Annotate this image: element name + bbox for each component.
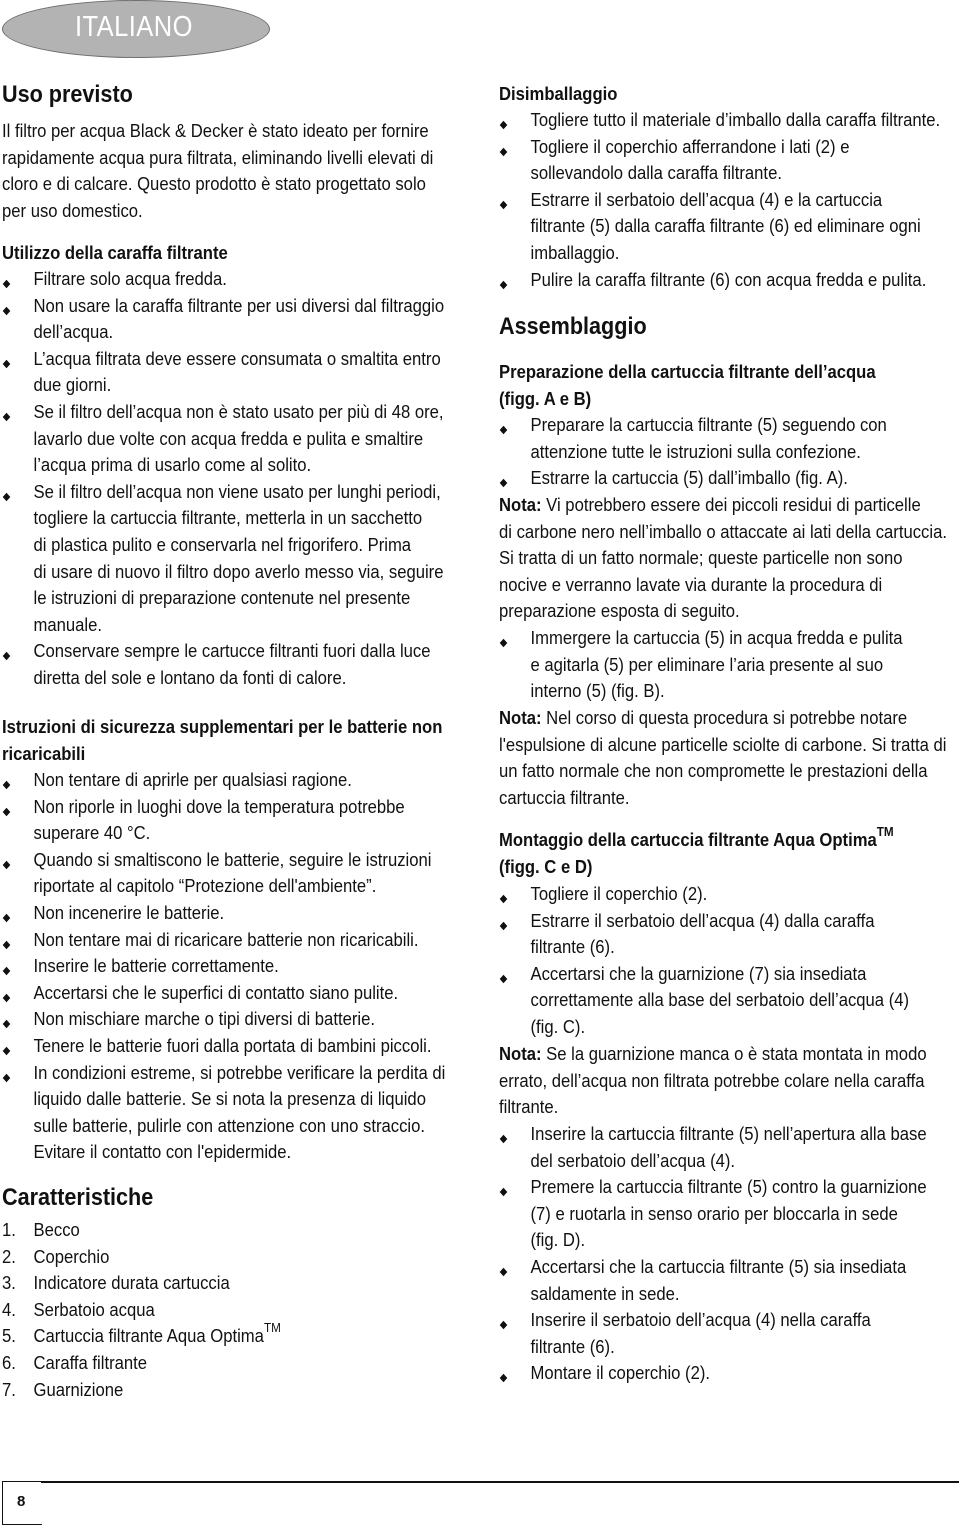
montaggio-list-2 xyxy=(499,1121,927,1387)
text-line: rapidamente acqua pura filtrata, eliminando livelli elevati di xyxy=(2,146,434,168)
feature-item xyxy=(2,1217,425,1244)
text-line: Togliere tutto il materiale d’imballo dalla caraffa filtrante. xyxy=(530,109,941,130)
feature-number: 4. xyxy=(2,1298,16,1320)
bullet-diamond-icon xyxy=(500,895,508,903)
feature-item xyxy=(2,1377,425,1404)
subtitle-disimballaggio: Disimballaggio xyxy=(499,83,618,104)
bullet-diamond-icon xyxy=(3,1020,11,1028)
text-line: nocive e verranno lavate via durante la procedura di xyxy=(499,573,883,595)
text-line: Tenere le batterie fuori dalla portata di bambini piccoli. xyxy=(33,1034,432,1056)
list-item xyxy=(499,1307,913,1360)
text-line: Inserire il serbatoio dell’acqua (4) nella caraffa xyxy=(530,1309,871,1331)
text-line: dell’acqua. xyxy=(33,321,114,343)
montaggio-list xyxy=(499,881,913,1041)
bullet-diamond-icon xyxy=(3,413,11,421)
text-line: lavarlo due volte con acqua fredda e pulita e smaltire xyxy=(33,427,424,449)
text-line: Nota: Vi potrebbero essere dei piccoli residui di particelle xyxy=(499,494,921,515)
nota-label: Nota: xyxy=(499,494,542,515)
text-line: (fig. C). xyxy=(530,1015,586,1037)
subtitle-montaggio xyxy=(499,823,913,880)
text-line: errato, dell’acqua non filtrata potrebbe colare nella caraffa xyxy=(499,1069,925,1091)
feature-item xyxy=(2,1350,425,1377)
bullet-diamond-icon xyxy=(500,201,508,209)
text-line: Inserire le batterie correttamente. xyxy=(33,955,279,977)
list-item xyxy=(499,1360,913,1387)
text-line: Il filtro per acqua Black & Decker è stato ideato per fornire xyxy=(2,120,429,141)
bullet-diamond-icon xyxy=(500,1374,508,1382)
nota-1 xyxy=(499,492,947,625)
text-line: sulle batterie, pulirle con attenzione con uno straccio. xyxy=(33,1114,426,1136)
text-line: In condizioni estreme, si potrebbe verificare la perdita di xyxy=(33,1061,446,1083)
feature-number: 2. xyxy=(2,1245,16,1267)
text-line: Accertarsi che la cartuccia filtrante (5) sia insediata xyxy=(530,1255,907,1277)
text-line: Non tentare mai di ricaricare batterie non ricaricabili. xyxy=(33,928,419,950)
bullet-diamond-icon xyxy=(3,807,11,815)
list-item xyxy=(2,980,425,1007)
list-item xyxy=(499,1174,927,1254)
feature-item xyxy=(2,1297,425,1324)
language-label: ITALIANO xyxy=(75,11,193,43)
text-line: Quando si smaltiscono le batterie, seguire le istruzioni xyxy=(33,848,432,870)
list-item xyxy=(2,479,444,639)
list-item xyxy=(2,346,441,399)
list-item xyxy=(2,1033,432,1060)
text-line: Non usare la caraffa filtrante per usi diversi dal filtraggio xyxy=(33,294,445,316)
preparazione-list xyxy=(499,412,913,492)
list-item xyxy=(2,1006,425,1033)
text-line: (fig. D). xyxy=(530,1229,586,1251)
subtitle-preparazione xyxy=(499,359,913,412)
list-item xyxy=(2,794,425,847)
footer-rule xyxy=(41,1481,959,1483)
text-line: Estrarre il serbatoio dell’acqua (4) dalla caraffa xyxy=(530,909,875,931)
list-item xyxy=(2,399,444,479)
text-line: Filtrare solo acqua fredda. xyxy=(33,268,227,289)
text-line: di usare di nuovo il filtro dopo averlo messo via, seguire xyxy=(33,560,444,582)
bullet-diamond-icon xyxy=(3,1047,11,1055)
bullet-diamond-icon xyxy=(3,940,11,948)
sicurezza-list xyxy=(2,767,446,1166)
bullet-diamond-icon xyxy=(500,426,508,434)
list-item xyxy=(2,638,431,691)
text-line: Non mischiare marche o tipi diversi di batterie. xyxy=(33,1008,375,1030)
subtitle-utilizzo: Utilizzo della caraffa filtrante xyxy=(2,242,228,263)
subtitle-sicurezza xyxy=(2,714,443,767)
text-line: (figg. A e B) xyxy=(499,387,592,409)
text-line: l’acqua prima di usarlo come al solito. xyxy=(33,454,312,476)
page-number: 8 xyxy=(17,1493,26,1510)
nota-3 xyxy=(499,1041,927,1121)
text-line: Montaggio della cartuccia filtrante Aqua Optima™ xyxy=(499,823,894,850)
feature-label: Indicatore durata cartuccia xyxy=(33,1272,230,1294)
section-title-caratteristiche: Caratteristiche xyxy=(2,1184,154,1211)
text-line: filtrante (5) dalla caraffa filtrante (6) ed eliminare ogni xyxy=(530,215,921,237)
text-line: L’acqua filtrata deve essere consumata o smaltita entro xyxy=(33,347,441,369)
bullet-diamond-icon xyxy=(500,639,508,647)
text-line: (figg. C e D) xyxy=(499,855,593,877)
text-line: filtrante (6). xyxy=(530,1335,615,1357)
trademark-sup: TM xyxy=(263,1320,281,1336)
uso-paragraph xyxy=(2,118,434,224)
text-line: (7) e ruotarla in senso orario per bloccarla in sede xyxy=(530,1202,898,1224)
bullet-diamond-icon xyxy=(3,861,11,869)
text-line: Non incenerire le batterie. xyxy=(33,901,225,923)
text-line: diretta del sole e lontano da fonti di calore. xyxy=(33,666,347,688)
bullet-diamond-icon xyxy=(500,121,508,129)
list-item xyxy=(499,625,913,705)
bullet-diamond-icon xyxy=(3,994,11,1002)
bullet-diamond-icon xyxy=(500,975,508,983)
utilizzo-list xyxy=(2,266,445,692)
list-item xyxy=(2,1060,446,1166)
feature-number: 3. xyxy=(2,1272,16,1294)
text-line: cartuccia filtrante. xyxy=(499,786,630,808)
list-item xyxy=(2,767,425,794)
feature-item xyxy=(2,1320,425,1350)
text-line: Immergere la cartuccia (5) in acqua fredda e pulita xyxy=(530,627,903,648)
text-line: manuale. xyxy=(33,613,102,635)
text-line: di carbone nero nell’imballo o attaccate ai lati della cartuccia. xyxy=(499,520,947,542)
text-line: Se il filtro dell’acqua non è stato usato per più di 48 ore, xyxy=(33,400,444,422)
text-line: Estrarre il serbatoio dell’acqua (4) e la cartuccia xyxy=(530,188,883,210)
text-line: Accertarsi che le superfici di contatto siano pulite. xyxy=(33,981,399,1003)
text-line: Non riporle in luoghi dove la temperatura potrebbe xyxy=(33,795,405,817)
text-line: attenzione tutte le istruzioni sulla confezione. xyxy=(530,440,861,462)
text-line: un fatto normale che non compromette le prestazioni della xyxy=(499,760,928,782)
list-item xyxy=(499,267,927,294)
text-line: superare 40 °C. xyxy=(33,822,151,844)
text-line: correttamente alla base del serbatoio dell’acqua (4) xyxy=(530,989,910,1011)
bullet-diamond-icon xyxy=(3,280,11,288)
text-line: Premere la cartuccia filtrante (5) contro la guarnizione xyxy=(530,1176,927,1198)
feature-number: 5. xyxy=(2,1325,16,1347)
immergere-item xyxy=(499,625,913,705)
section-title-uso: Uso previsto xyxy=(2,81,133,108)
caratteristiche-list xyxy=(2,1217,425,1403)
text-line: Nota: Nel corso di questa procedura si potrebbe notare xyxy=(499,707,908,728)
feature-label: Guarnizione xyxy=(33,1378,124,1400)
nota-label: Nota: xyxy=(499,1043,542,1064)
bullet-diamond-icon xyxy=(3,652,11,660)
nota-label: Nota: xyxy=(499,707,542,728)
list-item xyxy=(499,134,913,187)
list-item xyxy=(2,847,432,900)
text-line: Preparazione della cartuccia filtrante dell’acqua xyxy=(499,361,876,382)
list-item xyxy=(499,107,941,134)
bullet-diamond-icon xyxy=(3,306,11,314)
feature-label: Becco xyxy=(33,1219,80,1240)
text-line: ricaricabili xyxy=(2,742,86,764)
text-line: Togliere il coperchio afferrandone i lati (2) e xyxy=(530,135,850,157)
list-item xyxy=(499,465,913,492)
list-item xyxy=(499,412,913,465)
text-line: Nota: Se la guarnizione manca o è stata montata in modo xyxy=(499,1043,927,1064)
list-item xyxy=(2,900,425,927)
bullet-diamond-icon xyxy=(3,1073,11,1081)
language-badge xyxy=(2,0,270,58)
text-line: filtrante (6). xyxy=(530,936,615,958)
text-line: Accertarsi che la guarnizione (7) sia insediata xyxy=(530,962,867,984)
disimballaggio-list xyxy=(499,107,941,293)
feature-label: Caraffa filtrante xyxy=(33,1351,148,1373)
text-line: togliere la cartuccia filtrante, metterla in un sacchetto xyxy=(33,507,423,529)
feature-item xyxy=(2,1270,425,1297)
list-item xyxy=(2,953,425,980)
text-line: saldamente in sede. xyxy=(530,1282,680,1304)
feature-label: Coperchio xyxy=(33,1245,110,1267)
text-line: cloro e di calcare. Questo prodotto è stato progettato solo xyxy=(2,173,426,195)
text-line: di plastica pulito e conservarla nel frigorifero. Prima xyxy=(33,533,412,555)
text-line: Conservare sempre le cartucce filtranti fuori dalla luce xyxy=(33,640,431,662)
list-item xyxy=(499,908,913,961)
text-line: filtrante. xyxy=(499,1096,559,1118)
bullet-diamond-icon xyxy=(500,1188,508,1196)
text-line: riportate al capitolo “Protezione dell'ambiente”. xyxy=(33,875,377,897)
text-line: Si tratta di un fatto normale; queste particelle non sono xyxy=(499,547,903,569)
bullet-diamond-icon xyxy=(500,479,508,487)
feature-item xyxy=(2,1244,425,1271)
trademark-sup: TM xyxy=(876,823,894,839)
list-item xyxy=(499,1121,927,1174)
section-title-assemblaggio: Assemblaggio xyxy=(499,313,647,340)
text-line: Inserire la cartuccia filtrante (5) nell’apertura alla base xyxy=(530,1123,927,1144)
bullet-diamond-icon xyxy=(3,967,11,975)
list-item xyxy=(499,881,913,908)
bullet-diamond-icon xyxy=(3,360,11,368)
text-line: sollevandolo dalla caraffa filtrante. xyxy=(530,162,782,184)
list-item xyxy=(499,187,921,267)
bullet-diamond-icon xyxy=(3,781,11,789)
bullet-diamond-icon xyxy=(500,147,508,155)
text-line: Pulire la caraffa filtrante (6) con acqua fredda e pulita. xyxy=(530,268,927,290)
text-line: e agitarla (5) per eliminare l’aria presente al suo xyxy=(530,653,884,675)
text-line: del serbatoio dell’acqua (4). xyxy=(530,1149,736,1171)
text-line: Montare il coperchio (2). xyxy=(530,1362,711,1384)
text-line: Evitare il contatto con l'epidermide. xyxy=(33,1141,292,1163)
text-line: Se il filtro dell’acqua non viene usato per lunghi periodi, xyxy=(33,480,441,502)
feature-label: Cartuccia filtrante Aqua Optima xyxy=(33,1325,264,1347)
text-line: preparazione esposta di seguito. xyxy=(499,600,740,622)
text-line: Preparare la cartuccia filtrante (5) seguendo con xyxy=(530,414,887,435)
list-item xyxy=(499,1254,913,1307)
list-item xyxy=(2,293,445,346)
list-item xyxy=(2,266,425,293)
feature-number: 6. xyxy=(2,1351,16,1373)
text-line: Togliere il coperchio (2). xyxy=(530,883,708,904)
list-item xyxy=(2,927,425,954)
bullet-diamond-icon xyxy=(500,1268,508,1276)
page-number-box xyxy=(2,1481,42,1525)
bullet-diamond-icon xyxy=(3,493,11,501)
feature-number: 1. xyxy=(2,1219,16,1240)
text-line: due giorni. xyxy=(33,374,112,396)
bullet-diamond-icon xyxy=(500,280,508,288)
text-line: le istruzioni di preparazione contenute nel presente xyxy=(33,587,411,609)
text-line: per uso domestico. xyxy=(2,199,143,221)
text-line: l'espulsione di alcune particelle sciolte di carbone. Si tratta di xyxy=(499,733,947,755)
text-line: imballaggio. xyxy=(530,241,620,263)
bullet-diamond-icon xyxy=(3,914,11,922)
list-item xyxy=(499,961,913,1041)
bullet-diamond-icon xyxy=(500,921,508,929)
bullet-diamond-icon xyxy=(500,1135,508,1143)
text-line: liquido dalle batterie. Se si nota la presenza di liquido xyxy=(33,1088,426,1110)
text-line: Estrarre la cartuccia (5) dall’imballo (fig. A). xyxy=(530,467,848,489)
text-line: Istruzioni di sicurezza supplementari per le batterie non xyxy=(2,716,443,737)
text-line: Non tentare di aprirle per qualsiasi ragione. xyxy=(33,769,352,790)
feature-label: Serbatoio acqua xyxy=(33,1298,155,1320)
bullet-diamond-icon xyxy=(500,1321,508,1329)
text-line: interno (5) (fig. B). xyxy=(530,680,665,702)
nota-2 xyxy=(499,705,947,811)
feature-number: 7. xyxy=(2,1378,16,1400)
